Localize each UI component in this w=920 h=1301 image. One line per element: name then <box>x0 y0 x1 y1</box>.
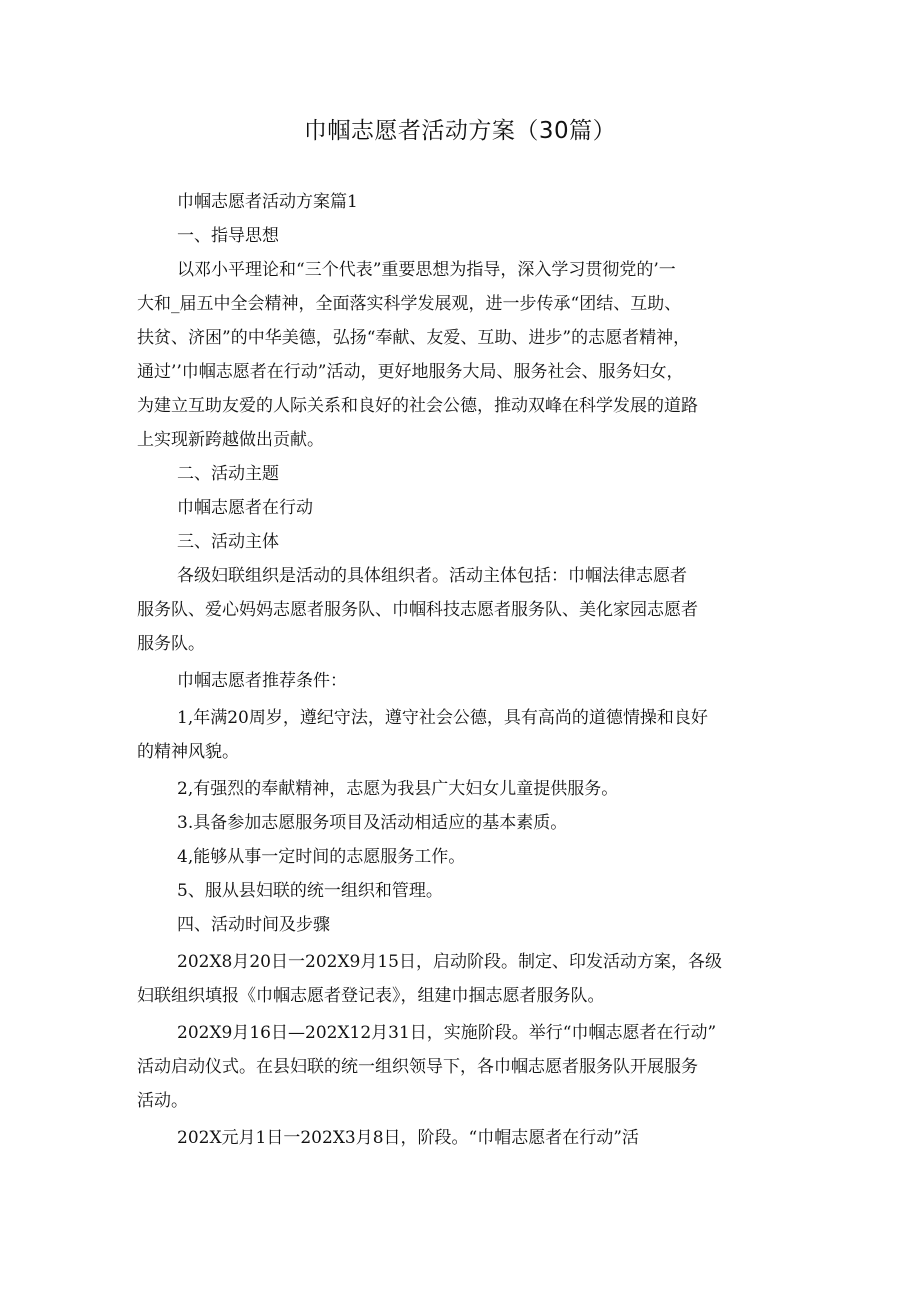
text-line: 活动启动仪式。在县妇联的统一组织领导下，各巾帼志愿者服务队开展服务 <box>137 1057 698 1077</box>
text-line: 三、活动主体 <box>177 532 279 552</box>
text-line: 各级妇联组织是活动的具体组织者。活动主体包括：巾帼法律志愿者 <box>177 566 687 586</box>
text-line: 为建立互助友爱的人际关系和良好的社会公德，推动双峰在科学发展的道路 <box>137 396 698 416</box>
text-line: 活动。 <box>137 1091 188 1111</box>
document-title: 巾帼志愿者活动方案（30篇） <box>303 118 617 144</box>
text-line: 的精神风貌。 <box>137 742 239 762</box>
text-line: 202X元月1日一202X3月8日，阶段。“巾帽志愿者在行动”活 <box>177 1128 639 1148</box>
text-line: 上实现新跨越做出贡献。 <box>137 430 324 450</box>
text-line: 202X9月16日—202X12月31日，实施阶段。举行“巾帼志愿者在行动” <box>177 1023 717 1043</box>
text-line: 巾帼志愿者活动方案篇1 <box>177 192 358 212</box>
text-line: 妇联组织填报《巾帼志愿者登记表》，组建巾掴志愿者服务队。 <box>137 986 605 1006</box>
text-line: 服务队。 <box>137 634 205 654</box>
text-line: 巾帼志愿者推荐条件： <box>177 671 347 691</box>
text-line: 3.具备参加志愿服务项目及活动相适应的基本素质。 <box>177 813 568 833</box>
text-line: 2,有强烈的奉献精神，志愿为我县广大妇女儿童提供服务。 <box>177 779 619 799</box>
text-line: 4,能够从事一定时间的志愿服务工作。 <box>177 847 466 867</box>
text-line: 服务队、爱心妈妈志愿者服务队、巾帼科技志愿者服务队、美化家园志愿者 <box>137 600 698 620</box>
text-line: 扶贫、济困”的中华美德，弘扬“奉献、友爱、互助、进步”的志愿者精神， <box>137 328 691 348</box>
text-line: 以邓小平理论和“三个代表”重要思想为指导，深入学习贯彻党的’一 <box>177 260 676 280</box>
text-line: 202X8月20日一202X9月15日，启动阶段。制定、印发活动方案，各级 <box>177 952 722 972</box>
text-line: 大和_届五中全会精神，全面落实科学发展观，进一步传承“团结、互助、 <box>137 294 682 314</box>
text-line: 巾帼志愿者在行动 <box>177 498 313 518</box>
text-line: 一、指导思想 <box>177 226 279 246</box>
document-body <box>137 185 787 1155</box>
text-line: 5、服从县妇联的统一组织和管理。 <box>177 881 443 901</box>
text-line: 通过’’巾帼志愿者在行动”活动，更好地服务大局、服务社会、服务妇女， <box>137 362 684 382</box>
text-line: 二、活动主题 <box>177 464 279 484</box>
text-line: 四、活动时间及步骤 <box>177 915 330 935</box>
text-line: 1,年满20周岁，遵纪守法，遵守社会公德，具有高尚的道德情操和良好 <box>177 708 708 728</box>
